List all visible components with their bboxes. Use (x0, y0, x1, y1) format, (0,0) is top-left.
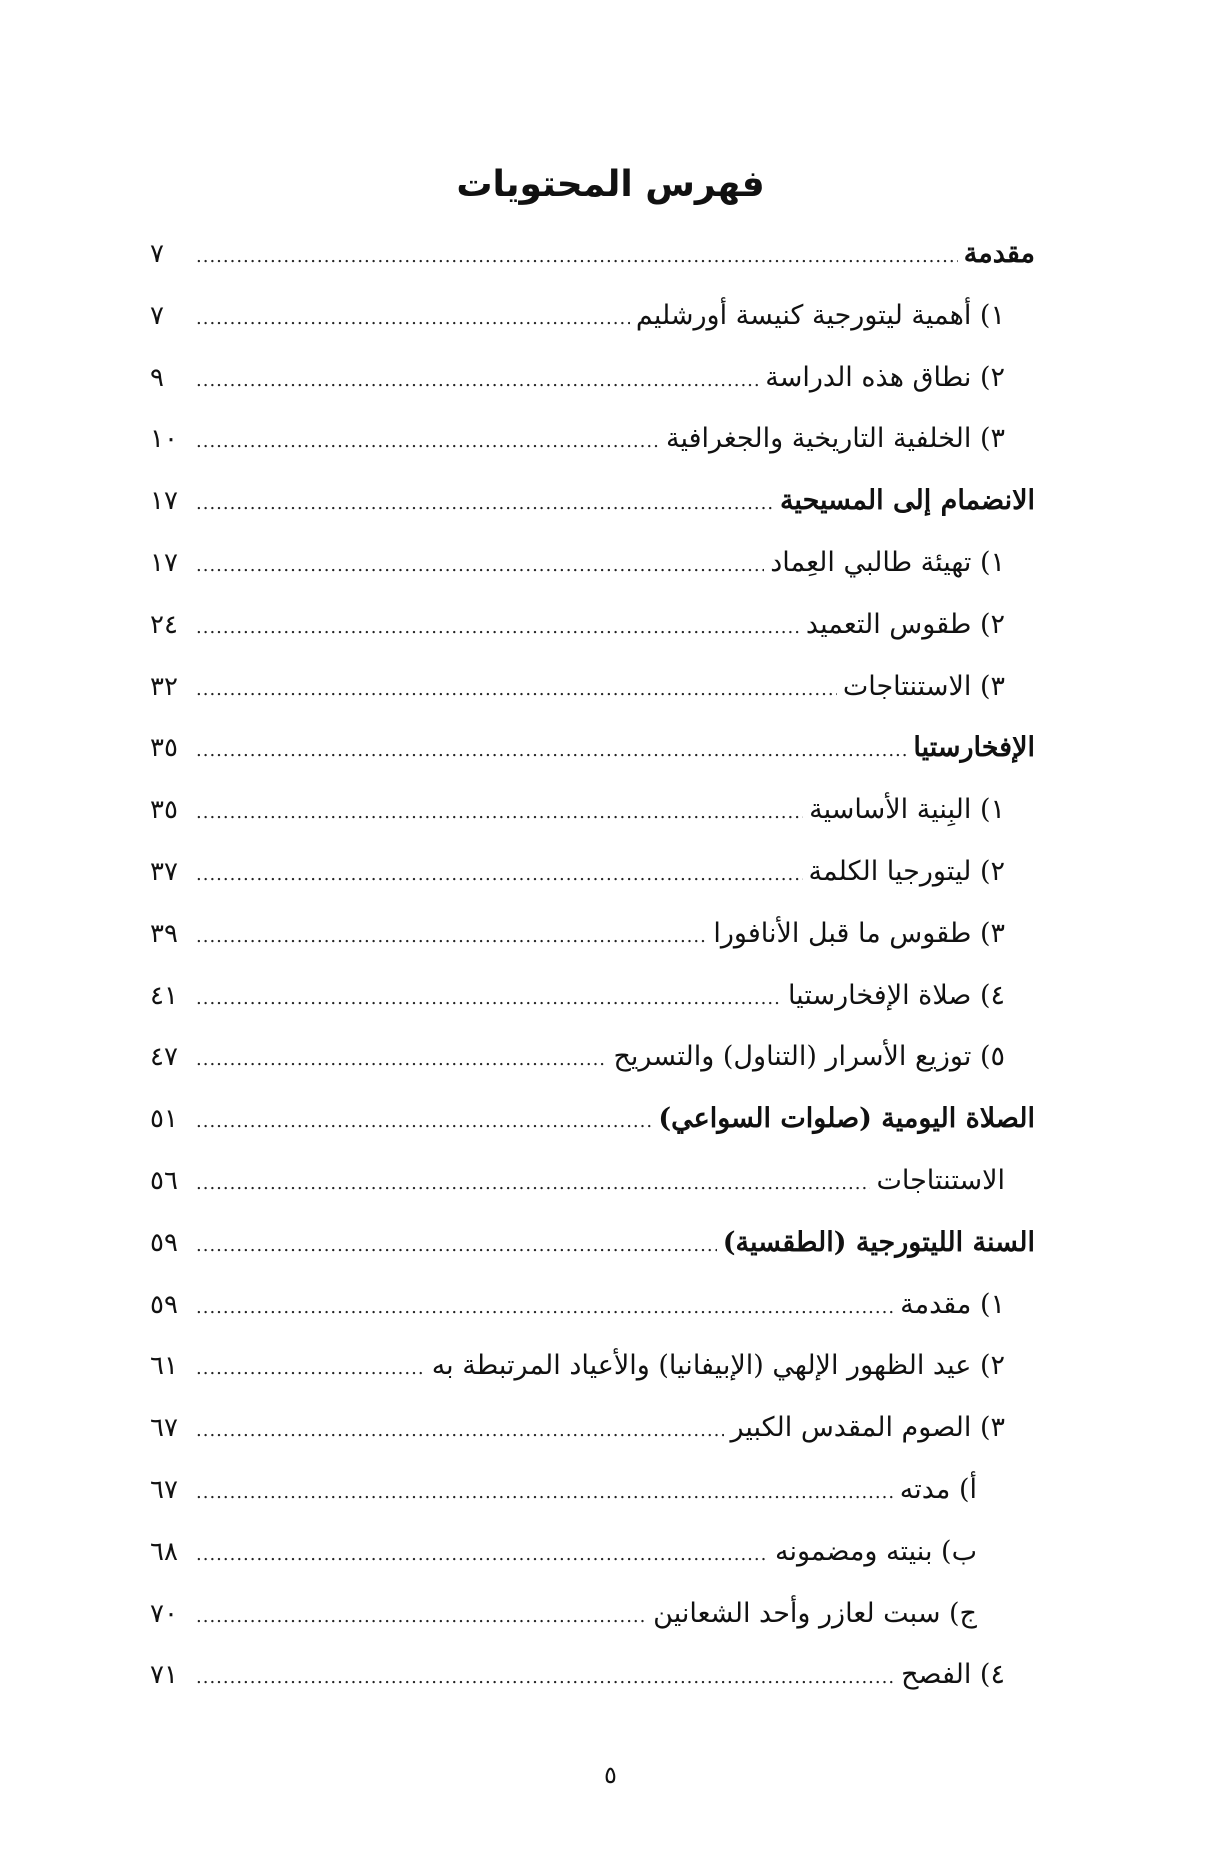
toc-dot-leader (196, 1349, 426, 1389)
toc-entry (150, 1279, 1035, 1341)
toc-entry-page-number: ٦١ (150, 1351, 178, 1382)
toc-entry-label: ج) سبت لعازر وأحد الشعانين (653, 1597, 977, 1629)
toc-entry-label: أ) مدته (899, 1473, 977, 1505)
toc-entry (150, 1093, 1035, 1155)
toc-entry-label: ٣) طقوس ما قبل الأنافورا (713, 917, 1005, 949)
toc-dot-leader (196, 1040, 607, 1080)
toc-entry-page-number: ٦٧ (150, 1413, 178, 1444)
toc-entry (150, 722, 1035, 784)
toc-entry-label: ١) أهمية ليتورجية كنيسة أورشليم (635, 299, 1005, 331)
toc-dot-leader (196, 1473, 894, 1513)
toc-entry-page-number: ٥٦ (150, 1165, 178, 1196)
toc-entry-page-number: ٥١ (150, 1104, 178, 1135)
toc-entry-page-number: ٣٢ (150, 671, 178, 702)
toc-entry-label: ٤) صلاة الإفخارستيا (787, 979, 1005, 1011)
toc-entry-label: الإفخارستيا (913, 732, 1035, 764)
toc-dot-leader (196, 361, 759, 401)
toc-entry (150, 1031, 1035, 1093)
toc-entry-page-number: ٤١ (150, 980, 178, 1011)
toc-entry-page-number: ٣٥ (150, 795, 178, 826)
toc-entry-label: ب) بنيته ومضمونه (774, 1535, 977, 1567)
toc-dot-leader (196, 855, 803, 895)
toc-dot-leader (196, 1226, 717, 1266)
toc-entry-page-number: ٦٧ (150, 1474, 178, 1505)
toc-dot-leader (196, 1288, 894, 1328)
toc-entry (150, 1217, 1035, 1279)
toc-entry-page-number: ٣٥ (150, 733, 178, 764)
toc-entry-page-number: ٥٩ (150, 1289, 178, 1320)
toc-entry-page-number: ٤٧ (150, 1042, 178, 1073)
toc-entry-label: ٣) الاستنتاجات (842, 670, 1005, 702)
toc-dot-leader (196, 670, 837, 710)
toc-dot-leader (196, 608, 800, 648)
toc-entry-label: ٢) طقوس التعميد (805, 608, 1005, 640)
toc-entry-label: ٣) الخلفية التاريخية والجغرافية (665, 423, 1005, 455)
toc-entry-page-number: ٣٩ (150, 918, 178, 949)
toc-entry (150, 290, 1035, 352)
toc-entry (150, 413, 1035, 475)
toc-entry-page-number: ٥٩ (150, 1227, 178, 1258)
toc-dot-leader (196, 731, 907, 771)
table-of-contents (150, 228, 1035, 1711)
toc-entry-label: ٢) نطاق هذه الدراسة (765, 361, 1005, 393)
toc-entry-label: ٢) ليتورجيا الكلمة (808, 855, 1005, 887)
page-title: فهرس المحتويات (456, 164, 765, 205)
toc-entry (150, 352, 1035, 414)
toc-entry-label: ١) البِنية الأساسية (809, 794, 1005, 826)
toc-entry (150, 475, 1035, 537)
toc-entry (150, 1649, 1035, 1711)
toc-dot-leader (196, 1597, 647, 1637)
toc-entry-page-number: ٧٠ (150, 1598, 178, 1629)
toc-entry (150, 1402, 1035, 1464)
toc-entry-label: الاستنتاجات (876, 1164, 1005, 1196)
toc-entry-page-number: ١٧ (150, 547, 178, 578)
toc-entry-label: الانضمام إلى المسيحية (779, 485, 1035, 517)
toc-entry-page-number: ٩ (150, 362, 164, 393)
toc-entry (150, 661, 1035, 723)
toc-entry-label: ١) تهيئة طالبي العِماد (770, 546, 1005, 578)
toc-entry-label: ١) مقدمة (900, 1288, 1005, 1320)
toc-entry (150, 1588, 1035, 1650)
toc-entry-page-number: ١٠ (150, 424, 178, 455)
toc-entry (150, 1340, 1035, 1402)
toc-entry (150, 228, 1035, 290)
toc-dot-leader (196, 1164, 870, 1204)
toc-dot-leader (196, 1535, 769, 1575)
toc-entry-label: الصلاة اليومية (صلوات السواعي) (658, 1103, 1035, 1135)
toc-entry-page-number: ٦٨ (150, 1536, 178, 1567)
toc-entry (150, 1155, 1035, 1217)
toc-entry-label: ٢) عيد الظهور الإلهي (الإبيفانيا) والأعياد المرتبطة به (431, 1350, 1005, 1382)
toc-entry-label: مقدمة (963, 238, 1035, 269)
toc-dot-leader (196, 299, 630, 339)
toc-dot-leader (196, 546, 764, 586)
toc-dot-leader (196, 917, 707, 957)
toc-entry-page-number: ٧ (150, 300, 164, 331)
toc-dot-leader (196, 484, 774, 524)
page-number: ٥ (604, 1761, 617, 1789)
toc-entry-page-number: ٣٧ (150, 856, 178, 887)
toc-entry-label: ٥) توزيع الأسرار (التناول) والتسريح (613, 1041, 1005, 1073)
toc-dot-leader (196, 979, 782, 1019)
toc-entry-page-number: ١٧ (150, 486, 178, 517)
toc-entry-label: السنة الليتورجية (الطقسية) (722, 1226, 1035, 1258)
toc-dot-leader (196, 422, 660, 462)
toc-dot-leader (196, 1411, 724, 1451)
toc-entry (150, 1526, 1035, 1588)
toc-entry-page-number: ٧١ (150, 1660, 178, 1691)
toc-entry (150, 599, 1035, 661)
toc-dot-leader (196, 1658, 895, 1698)
toc-entry-label: ٤) الفصح (901, 1659, 1005, 1691)
toc-entry (150, 537, 1035, 599)
toc-entry-page-number: ٢٤ (150, 609, 178, 640)
toc-entry-label: ٣) الصوم المقدس الكبير (730, 1412, 1005, 1444)
toc-dot-leader (196, 1102, 652, 1142)
toc-entry (150, 1464, 1035, 1526)
toc-entry (150, 784, 1035, 846)
toc-entry (150, 846, 1035, 908)
toc-entry (150, 908, 1035, 970)
toc-dot-leader (196, 793, 803, 833)
toc-entry (150, 970, 1035, 1032)
toc-entry-page-number: ٧ (150, 239, 164, 269)
toc-dot-leader (196, 237, 958, 277)
